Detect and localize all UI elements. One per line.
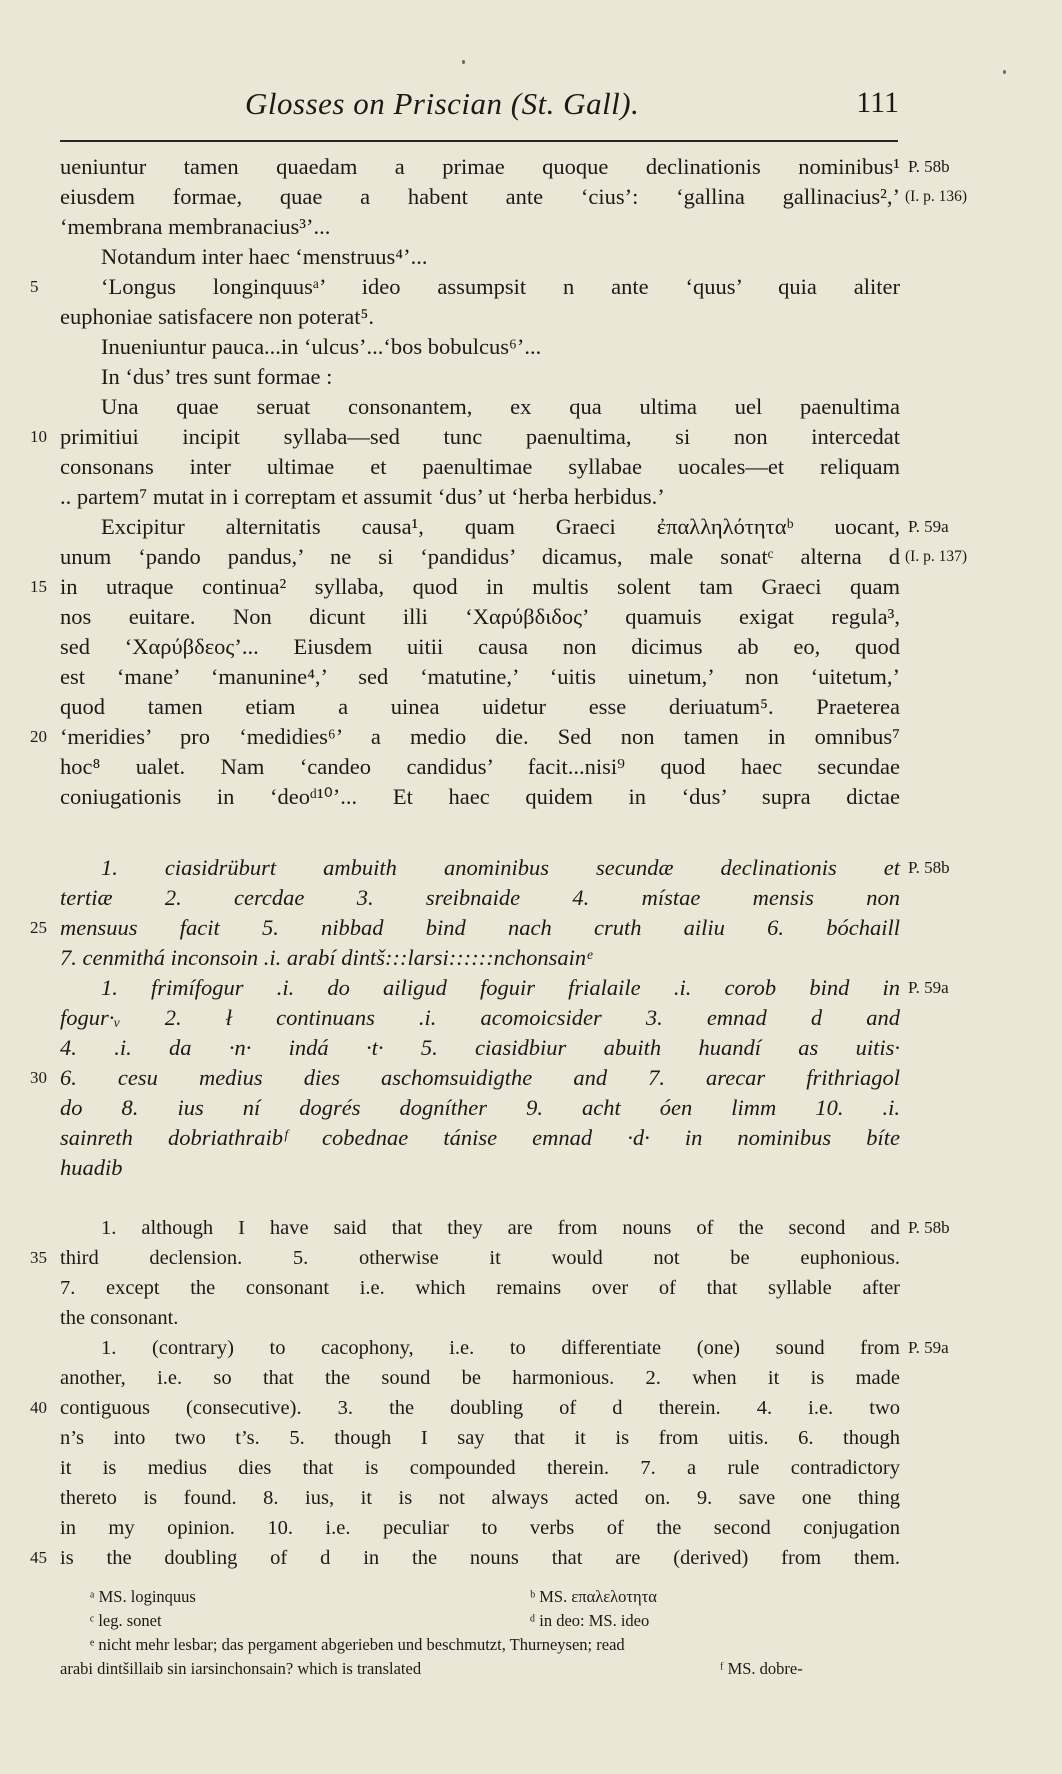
translation-line: 7. except the consonant i.e. which remains over of that syllable after [60, 1277, 900, 1299]
margin-ref: P. 59a [908, 1338, 949, 1357]
text-line: in utraque continua² syllaba, quod in multis solent tam Graeci quam [60, 574, 900, 599]
text-line: In ‘dus’ tres sunt formae : [101, 364, 333, 389]
text-line: euphoniae satisfacere non poterat⁵. [60, 304, 374, 329]
gloss-line: tertiæ 2. cercdae 3. sreibnaide 4. místae mensis non [60, 885, 900, 910]
gloss-line: huadib [60, 1155, 123, 1180]
gloss-line: 1. frimífogur .i. do ailigud foguir frialaile .i. corob bind in [101, 975, 900, 1000]
text-line: unum ‘pando pandus,’ ne si ‘pandidus’ dicamus, male sonatᶜ alterna d [60, 544, 900, 569]
line-number: 35 [30, 1248, 47, 1267]
translation-line: another, i.e. so that the sound be harmonious. 2. when it is made [60, 1367, 900, 1389]
gloss-line: fogur·ᵥ 2. ł continuans .i. acomoicsider 3. emnad d and [60, 1005, 900, 1030]
ink-speck [1003, 70, 1006, 74]
text-line: coniugationis in ‘deoᵈ¹⁰’... Et haec quidem in ‘dus’ supra dictae [60, 784, 900, 809]
text-line: eiusdem formae, quae a habent ante ‘cius’: ‘gallina gallinacius²,’ [60, 184, 900, 209]
margin-ref: (I. p. 137) [905, 548, 967, 565]
line-number: 10 [30, 427, 47, 446]
translation-line: thereto is found. 8. ius, it is not always acted on. 9. save one thing [60, 1487, 900, 1509]
text-line: ‘meridies’ pro ‘medidies⁶’ a medio die. Sed non tamen in omnibus⁷ [60, 724, 900, 749]
footnote: ᶜ leg. sonet [90, 1611, 162, 1630]
gloss-line: do 8. ius ní dogrés dogníther 9. acht óen limm 10. .i. [60, 1095, 900, 1120]
margin-ref: P. 59a [908, 517, 949, 536]
gloss-line: mensuus facit 5. nibbad bind nach cruth ailiu 6. bóchaill [60, 915, 900, 940]
text-line: .. partem⁷ mutat in i correptam et assumit ‘dus’ ut ‘herba herbidus.’ [60, 484, 665, 509]
gloss-line: 4. .i. da ·n· indá ·t· 5. ciasidbiur abuith huandí as uitis· [60, 1035, 900, 1060]
margin-ref: P. 58b [908, 858, 950, 877]
margin-ref: P. 59a [908, 978, 949, 997]
translation-line: it is medius dies that is compounded therein. 7. a rule contradictory [60, 1457, 900, 1479]
translation-line: the consonant. [60, 1307, 179, 1329]
margin-ref: P. 58b [908, 157, 950, 176]
translation-line: n’s into two t’s. 5. though I say that it is from uitis. 6. though [60, 1427, 900, 1449]
translation-line: in my opinion. 10. i.e. peculiar to verbs of the second conjugation [60, 1517, 900, 1539]
line-number: 25 [30, 918, 47, 937]
footnote: ᵃ MS. loginquus [90, 1587, 196, 1606]
page-number: 111 [856, 86, 899, 119]
text-line: Excipitur alternitatis causa¹, quam Graeci ἐπαλληλότηταᵇ uocant, [101, 514, 900, 539]
header-rule [60, 140, 898, 142]
footnote: ᵈ in deo: MS. ideo [530, 1611, 650, 1630]
translation-line: contiguous (consecutive). 3. the doubling of d therein. 4. i.e. two [60, 1397, 900, 1419]
footnote: arabi dintšillaib sin iarsinchonsain? which is translated [60, 1659, 422, 1678]
translation-line: 1. although I have said that they are from nouns of the second and [101, 1217, 900, 1239]
text-line: ueniuntur tamen quaedam a primae quoque declinationis nominibus¹ [60, 154, 900, 179]
text-line: sed ‘Χαρύβδεος’... Eiusdem uitii causa non dicimus ab eo, quod [60, 634, 900, 659]
gloss-line: 1. ciasidrüburt ambuith anominibus secundæ declinationis et [101, 855, 900, 880]
gloss-line: 7. cenmithá inconsoin .i. arabí dintš:::larsi::::::nchonsainᵉ [60, 945, 593, 970]
line-number: 30 [30, 1068, 47, 1087]
text-line: primitiui incipit syllaba—sed tunc paenultima, si non intercedat [60, 424, 900, 449]
margin-ref: P. 58b [908, 1218, 950, 1237]
translation-line: third declension. 5. otherwise it would not be euphonious. [60, 1247, 900, 1269]
translation-line: 1. (contrary) to cacophony, i.e. to differentiate (one) sound from [101, 1337, 900, 1359]
line-number: 15 [30, 577, 47, 596]
line-number: 40 [30, 1398, 47, 1417]
text-line: est ‘mane’ ‘manunine⁴,’ sed ‘matutine,’ ‘uitis uinetum,’ non ‘uitetum,’ [60, 664, 900, 689]
footnote: ᵉ nicht mehr lesbar; das pergament abgerieben und beschmutzt, Thurneysen; read [90, 1635, 625, 1654]
text-line: Una quae seruat consonantem, ex qua ultima uel paenultima [101, 394, 900, 419]
footnote: ᵇ MS. επαλελοτητα [530, 1587, 657, 1606]
translation-line: is the doubling of d in the nouns that are (derived) from them. [60, 1547, 900, 1569]
text-line: consonans inter ultimae et paenultimae syllabae uocales—et reliquam [60, 454, 900, 479]
line-number: 5 [30, 277, 39, 296]
gloss-line: 6. cesu medius dies aschomsuidigthe and 7. arecar frithriagol [60, 1065, 900, 1090]
ink-speck [462, 60, 465, 64]
text-line: Inueniuntur pauca...in ‘ulcus’...‘bos bobulcus⁶’... [101, 334, 542, 359]
text-line: nos euitare. Non dicunt illi ‘Χαρύβδιδος’ quamuis exigat regula³, [60, 604, 900, 629]
text-line: ‘membrana membranacius³’... [60, 214, 331, 239]
margin-ref: (I. p. 136) [905, 188, 967, 205]
text-line: quod tamen etiam a uinea uidetur esse deriuatum⁵. Praeterea [60, 694, 900, 719]
running-header [60, 86, 905, 126]
running-title: Glosses on Priscian (St. Gall). [245, 86, 640, 121]
footnote: ᶠ MS. dobre- [720, 1659, 803, 1678]
text-line: hoc⁸ ualet. Nam ‘candeo candidus’ facit...nisi⁹ quod haec secundae [60, 754, 900, 779]
line-number: 45 [30, 1548, 47, 1567]
line-number: 20 [30, 727, 47, 746]
text-line: Notandum inter haec ‘menstruus⁴’... [101, 244, 428, 269]
gloss-line: sainreth dobriathraibᶠ cobednae tánise emnad ·d· in nominibus bíte [60, 1125, 900, 1150]
text-line: ‘Longus longinquusᵃ’ ideo assumpsit n ante ‘quus’ quia aliter [101, 274, 900, 299]
